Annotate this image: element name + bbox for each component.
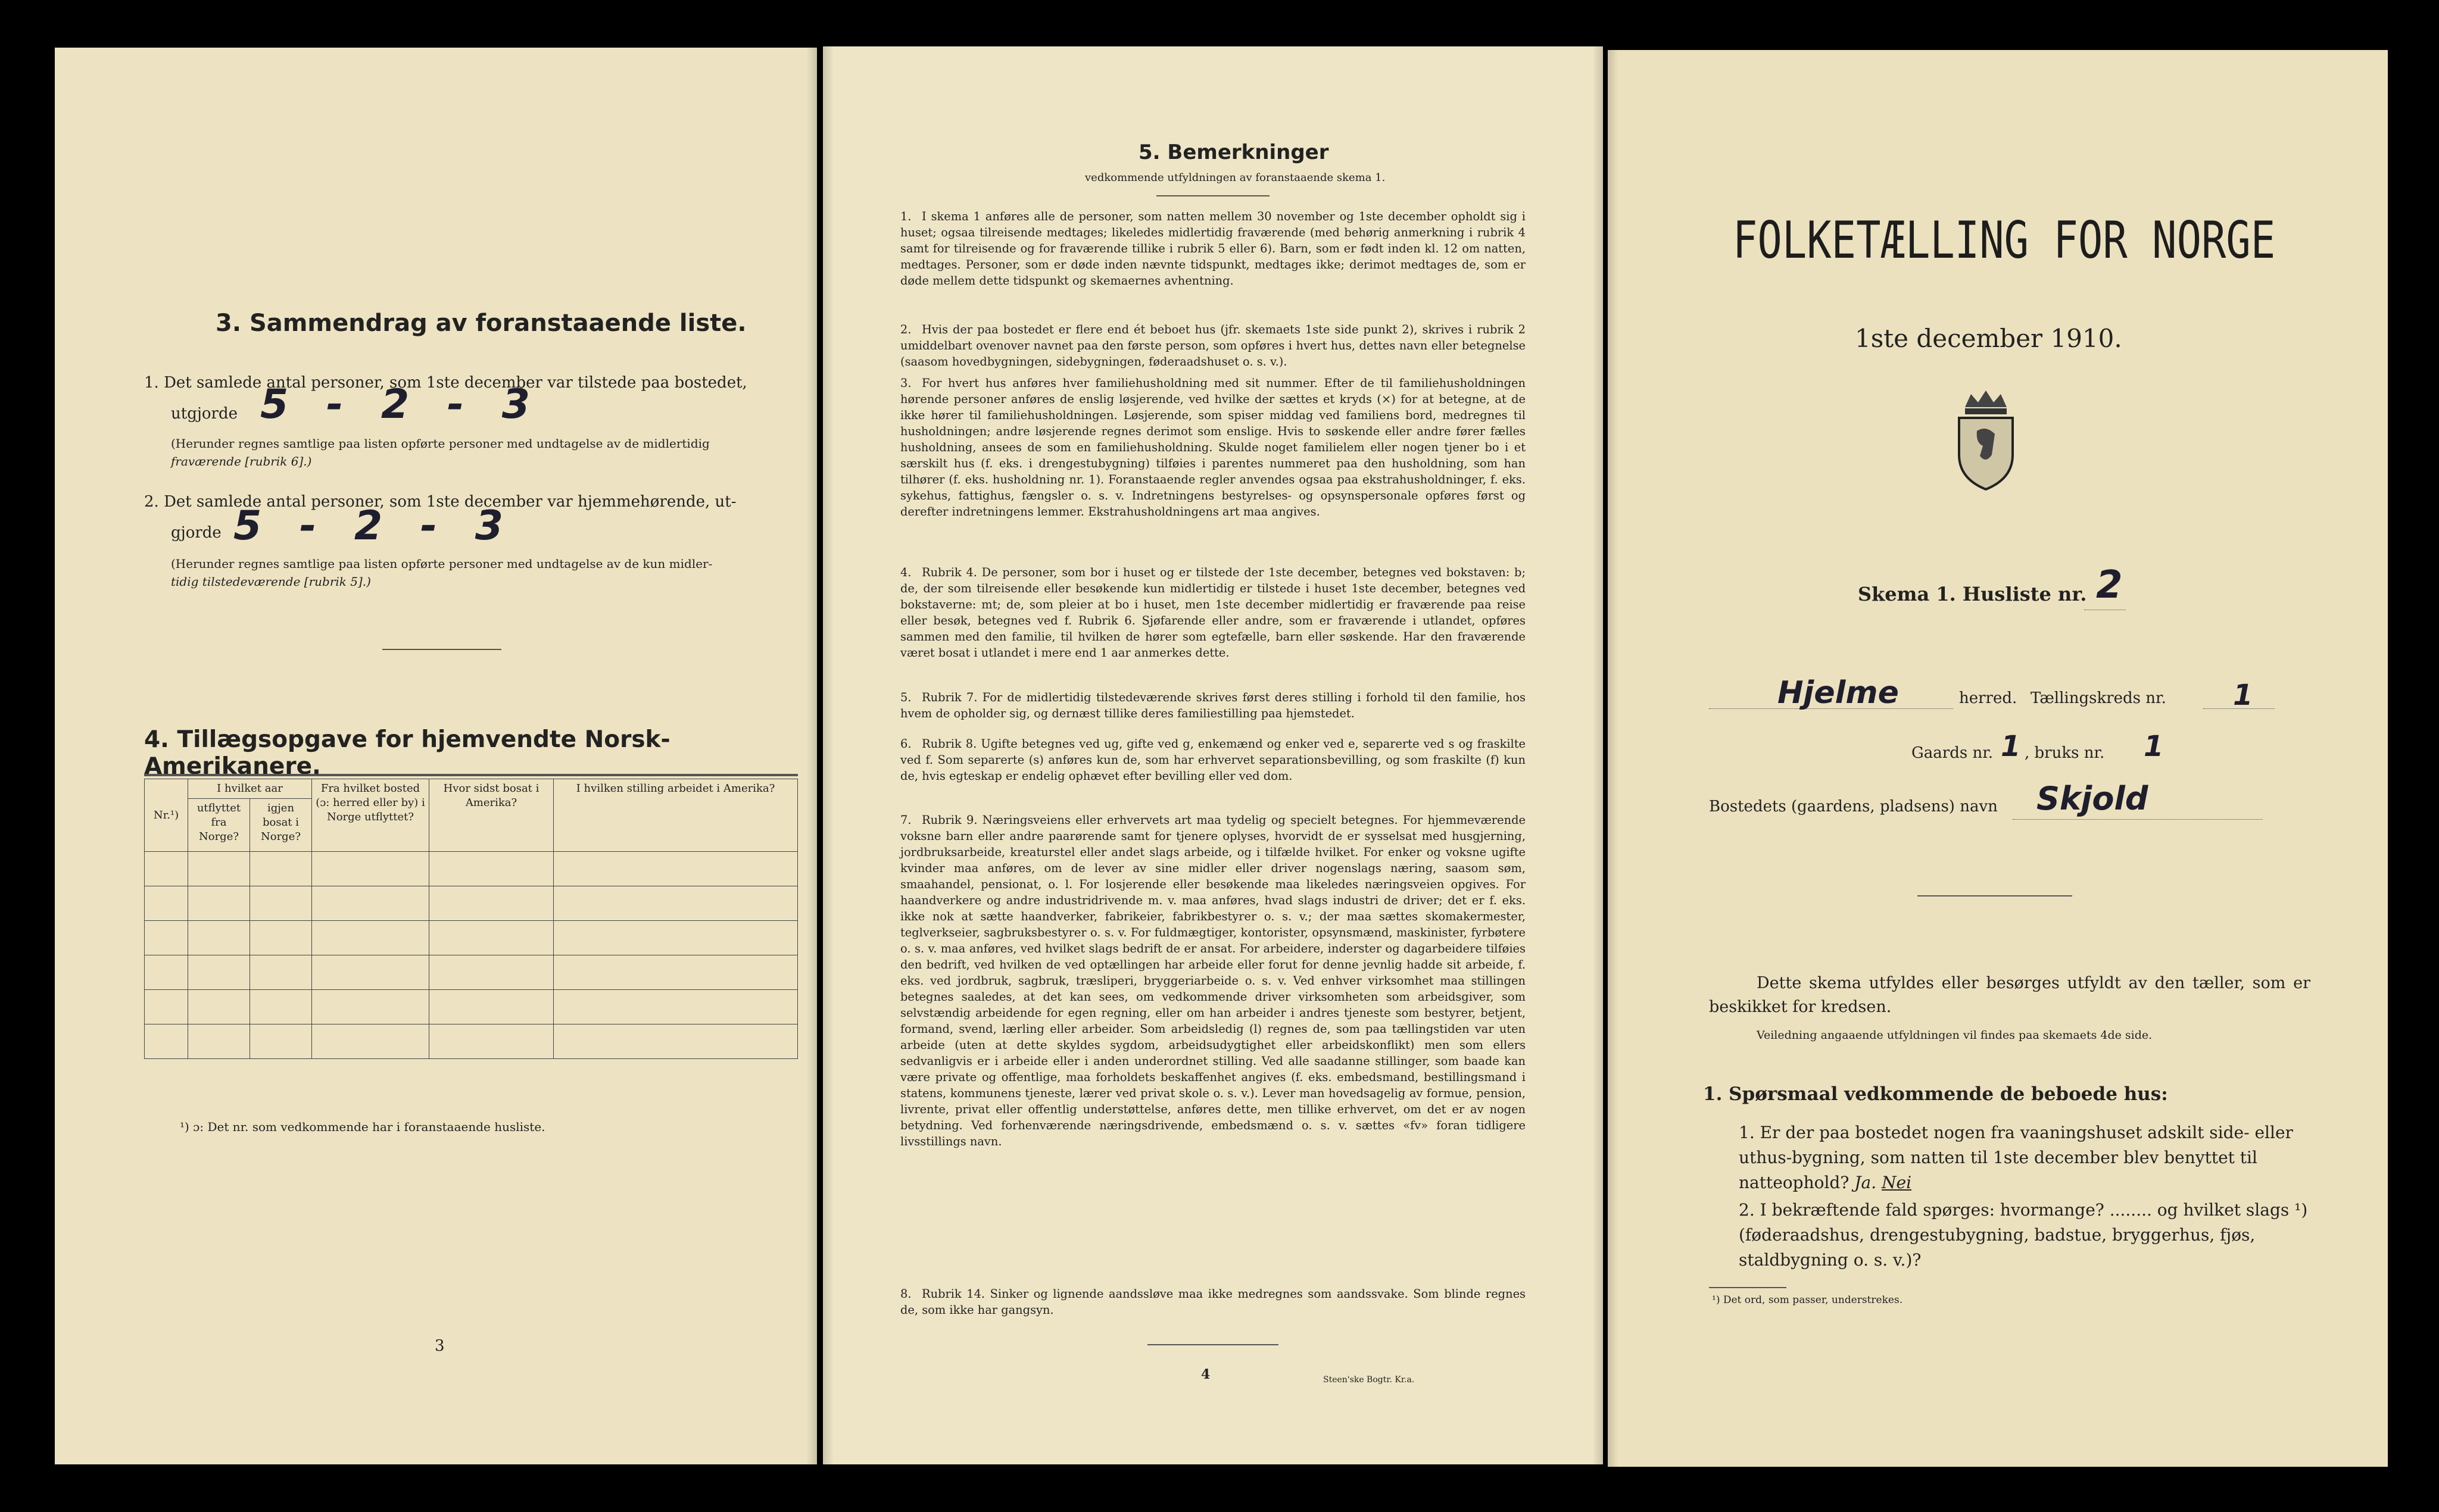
page-middle — [823, 46, 1603, 1464]
bruks-label: , bruks nr. — [2025, 744, 2105, 762]
table-row — [145, 886, 798, 921]
remarks-subtitle: vedkommende utfyldningen av foranstaaende skema 1. — [1085, 171, 1386, 184]
norsk-amerikanere-table — [144, 779, 798, 1059]
printer-imprint: Steen'ske Bogtr. Kr.a. — [1323, 1375, 1415, 1385]
kreds-label: Tællingskreds nr. — [2031, 689, 2166, 707]
census-date: 1ste december 1910. — [1855, 324, 2122, 353]
table-top-rule — [144, 774, 798, 776]
page-right — [1608, 50, 2388, 1467]
question-2: 2. I bekræftende fald spørges: hvormange? ........ og hvilket slags ¹) (føderaadshus, drengestubygning, badstue, bryggerhus, fjøs, staldbygning o. s. v.)? — [1739, 1200, 2308, 1270]
gaards-number: 1 — [2001, 730, 2021, 763]
remarks-title-rule — [1156, 195, 1270, 196]
item2-note-line2: tidig tilstedeværende [rubrik 5].) — [171, 574, 371, 589]
divider — [382, 649, 501, 650]
page-left — [55, 48, 817, 1464]
col-header-nr: Nr.¹) — [145, 779, 188, 852]
herred-label: herred. — [1959, 689, 2017, 707]
note-2: 2. Hvis der paa bostedet er flere end ét beboet hus (jfr. skemaets 1ste side punkt 2), skrives i rubrik 2 umiddelbart ovenover navnet paa den første person, som opføres i hvert hus, dettes navn eller betegnelse (saasom hovedbygningen, sidebygningen, føderaadshuset o. s. v.). — [900, 323, 1526, 368]
bruks-number: 1 — [2144, 730, 2164, 763]
answer-nei: Nei — [1882, 1173, 1912, 1192]
table-footnote: ¹) ɔ: Det nr. som vedkommende har i foranstaaende husliste. — [180, 1120, 545, 1134]
note-7: 7. Rubrik 9. Næringsveiens eller erhvervets art maa tydelig og specielt betegnes. For hjemmeværende voksne barn eller andre paarørende samt for tjenere oplyses, hvorvidt de er sysselsat med husgjerning, jordbruksarbeide, kreaturstel eller andet slags arbeide, og i tilfælde hvilket. For enker og voksne ugifte kvinder maa anføres, om de lever av sine midler eller driver nogenslags næring, saasom søm, smaahandel, pensionat, o. l. For losjerende eller besøkende maa likeledes næringsveien opgives. For haandverkere og andre industridrivende m. v. maa anføres, hvad slags industri de driver; det er f. eks. ikke nok at sætte haandverker, fabrikeier, fabrikbestyrer o. s. v.; der maa sættes skomakermester, teglverkseier, sagbruksbestyrer o. s. v. For fuldmægtiger, kontorister, opsynsmænd, maskinister, fyrbøtere o. s. v. maa anføres, ved hvilket slags bedrift de er ansat. For arbeidere, inderster og dagarbeidere tilføies den bedrift, ved hvilken de ved optællingen har arbeide eller forut for denne jevnlig hadde sit arbeide, f. eks. ved jordbruk, sagbruk, træsliperi, bryggeriarbeide o. s. v. Ved enhver virksomhet maa stillingen betegnes saaledes, at det kan sees, om vedkommende driver virksomheten som arbeidsgiver, som selvstændig arbeidende for egen regning, eller om han arbeider i andres tjeneste som bestyrer, betjent, formand, svend, lærling eller arbeider. Som arbeidsledig (l) regnes de, som paa tællingstiden var uten arbeide (uten at dette skyldes sygdom, arbeidsudygtighet eller arbeidskonflikt) men som ellers sedvanligvis er i arbeide eller i anden underordnet stilling. Ved alle saadanne stillinger, som baade kan være private og offentlige, maa forholdets beskaffenhet angives (f. eks. embedsmand, bestillingsmand i statens, kommunens tjeneste, lærer ved privat skole o. s. v.). Lever man hovedsagelig av formue, pension, livrente, privat eller offentlig understøttelse, anføres dette, men tillike erhvervet, om det er av nogen betydning. Ved forhenværende næringsdrivende, embedsmænd o. s. v. sættes «fv» foran tidligere livsstillings navn. — [900, 813, 1526, 1148]
item2-label: gjorde — [171, 524, 222, 542]
notes-end-rule — [1147, 1344, 1278, 1345]
instruction-text: Dette skema utfyldes eller besørges utfyldt av den tæller, som er beskikket for kredsen. — [1709, 974, 2310, 1016]
kreds-underline — [2203, 708, 2275, 709]
table-row — [145, 921, 798, 955]
table-row — [145, 955, 798, 990]
col-header-year-group: I hvilket aar — [188, 779, 312, 799]
gaards-label: Gaards nr. — [1911, 744, 1994, 762]
note-6: 6. Rubrik 8. Ugifte betegnes ved ug, gifte ved g, enkemænd og enker ved e, separerte ved s og fraskilte ved f. Som separerte (s) anføres kun de, som har erhvervet separationsbevilling, og som fraskilte (f) kun de, hvis egteskap er endelig ophævet efter bevilling eller ved dom. — [900, 737, 1526, 783]
kreds-number: 1 — [2233, 679, 2253, 712]
note-1: 1. I skema 1 anføres alle de personer, som natten mellem 30 november og 1ste december opholdt sig i huset; ogsaa tilreisende medtages; likeledes midlertidig fraværende (med behørig anmerkning i rubrik 4 samt for tilreisende og for fraværende tillike i rubrik 5 eller 6). Barn, som er født inden kl. 12 om natten, medtages. Personer, som er døde inden nævnte tidspunkt, medtages ikke; derimot medtages de, som er døde mellem dette tidspunkt og skemaernes avhentning. — [900, 210, 1526, 288]
husliste-number: 2 — [2096, 563, 2123, 607]
right-footnote: ¹) Det ord, som passer, understrekes. — [1712, 1294, 1903, 1306]
instruction-guidance: Veiledning angaaende utfyldningen vil findes paa skemaets 4de side. — [1757, 1029, 2153, 1042]
remarks-title: 5. Bemerkninger — [1139, 140, 1329, 164]
note-3: 3. For hvert hus anføres hver familiehusholdning med sit nummer. Efter de til familiehusholdningen hørende personer anføres de enslig løsjerende, ved hvilke der sættes et kryds (×) for at betegne, at de ikke hører til familiehusholdningen. Løsjerende, som spiser middag ved familiens bord, medregnes til husholdningen; andre løsjerende regnes derimot som enslige. Hvis to søskende eller andre fører fælles husholdning, ansees de som en familiehusholdning. Skulde noget familielem eller nogen tjener bo i et særskilt hus (f. eks. i drengestubygning) tilføies i parentes nummeret paa den husholdning, som han tilhører (f. eks. husholdning nr. 1). Foranstaaende regler anvendes ogsaa paa ekstrahusholdninger, f. eks. sykehus, fattighus, fængsler o. s. v. Indretningens bestyrelses- og opsynspersonale opføres først og derefter indretningens lemmer. Ekstrahusholdningens art maa angives. — [900, 376, 1526, 518]
item2-line1: 2. Det samlede antal personer, som 1ste december var hjemmehørende, ut- — [144, 493, 737, 511]
item1-note-line2: fraværende [rubrik 6].) — [171, 454, 312, 468]
table-row — [145, 852, 798, 886]
schema-label: Skema 1. Husliste nr. — [1858, 583, 2087, 605]
note-8: 8. Rubrik 14. Sinker og lignende aandssløve maa ikke medregnes som aandssvake. Som blinde regnes de, som ikke har gangsyn. — [900, 1287, 1526, 1317]
bosted-name: Skjold — [2036, 780, 2148, 817]
questions-title: 1. Spørsmaal vedkommende de beboede hus: — [1703, 1083, 2168, 1105]
item1-note-line1: (Herunder regnes samtlige paa listen opførte personer med undtagelse av de midlertidig — [171, 436, 710, 451]
note-4: 4. Rubrik 4. De personer, som bor i huset og er tilstede der 1ste december, betegnes ved bokstaven: b; de, der som tilreisende eller besøkende kun midlertidig er tilstede i huset 1ste december, betegnes ved bokstaverne: mt; de, som pleier at bo i huset, men 1ste december midlertidig er fraværende paa reise eller besøk, betegnes ved f. Rubrik 6. Sjøfarende eller andre, som er fraværende i utlandet, opføres sammen med den familie, til hvilken de hører som egtefælle, barn eller søskende. Har den fraværende været bosat i utlandet i mere end 1 aar anmerkes dette. — [900, 566, 1526, 660]
census-title: FOLKETÆLLING FOR NORGE — [1733, 211, 2276, 270]
bosted-underline — [2013, 819, 2263, 820]
bosted-label: Bostedets (gaardens, pladsens) navn — [1709, 798, 1998, 816]
table-row — [145, 1024, 798, 1059]
col-header-occupation: I hvilken stilling arbeidet i Amerika? — [554, 779, 798, 852]
note-5: 5. Rubrik 7. For de midlertidig tilstedeværende skrives først deres stilling i forhold til den familie, hos hvem de opholder sig, og dernæst tillike deres familiestilling paa hjemstedet. — [900, 691, 1526, 720]
section-3-title: 3. Sammendrag av foranstaaende liste. — [216, 310, 747, 337]
item2-note-line1: (Herunder regnes samtlige paa listen opførte personer med undtagelse av de kun midler- — [171, 557, 713, 571]
col-header-returned: igjen bosat i Norge? — [250, 799, 312, 852]
ornament-rule — [1917, 895, 2072, 896]
page-number-middle: 4 — [1201, 1367, 1211, 1382]
col-header-last-place: Hvor sidst bosat i Amerika? — [429, 779, 554, 852]
page-number-left: 3 — [435, 1337, 445, 1355]
col-header-from-place: Fra hvilket bosted (ɔ: herred eller by) i Norge utflyttet? — [312, 779, 429, 852]
herred-name: Hjelme — [1777, 675, 1899, 711]
footnote-rule — [1709, 1287, 1786, 1288]
coat-of-arms-icon — [1953, 389, 2019, 491]
col-header-emigrated: utflyttet fra Norge? — [188, 799, 250, 852]
item1-label: utgjorde — [171, 405, 238, 423]
item1-value-handwritten: 5 - 2 - 3 — [260, 381, 542, 428]
question-1: 1. Er der paa bostedet nogen fra vaaningshuset adskilt side- eller uthus-bygning, som natten til 1ste december blev benyttet til natteophold? Ja. Nei — [1739, 1123, 2293, 1192]
section-4-title: 4. Tillægsopgave for hjemvendte Norsk-Amerikanere. — [144, 726, 670, 780]
item1-line1: 1. Det samlede antal personer, som 1ste december var tilstede paa bostedet, — [144, 374, 747, 392]
table-row — [145, 990, 798, 1024]
item2-value-handwritten: 5 - 2 - 3 — [233, 502, 516, 549]
